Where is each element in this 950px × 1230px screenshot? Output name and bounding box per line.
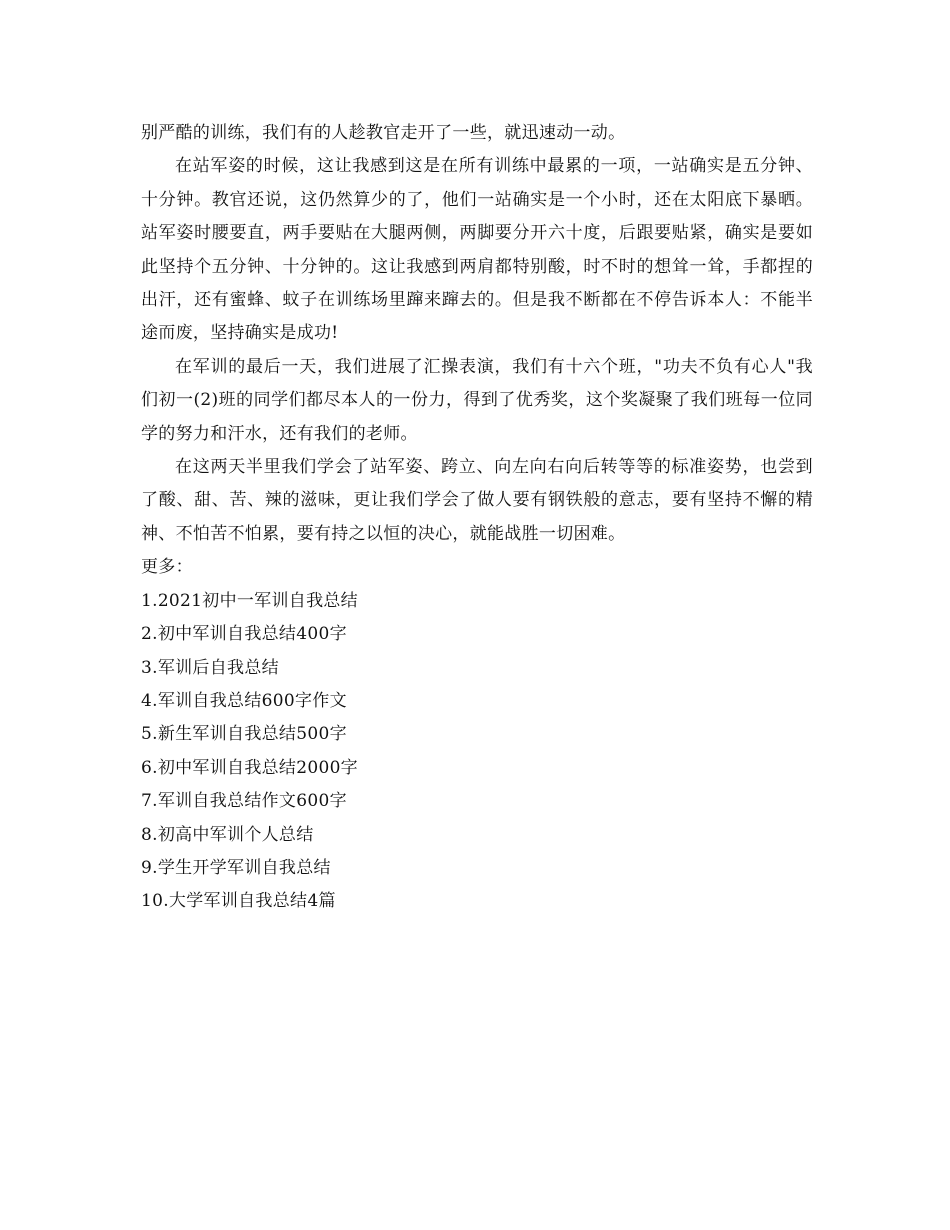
related-link-2[interactable]: 2.初中军训自我总结400字 xyxy=(141,624,347,645)
paragraph-continuation: 别严酷的训练，我们有的人趁教官走开了一些，就迅速动一动。 xyxy=(141,123,626,143)
paragraph-final-day: 在军训的最后一天，我们进展了汇操表演，我们有十六个班，"功夫不负有心人"我们初一(2)班的同学们都尽本人的一份力，得到了优秀奖，这个奖凝聚了我们班每一位同学的努力和汗水，还有我们的老师。 xyxy=(141,356,813,444)
more-label: 更多： xyxy=(141,557,193,578)
related-link-1[interactable]: 1.2021初中一军训自我总结 xyxy=(141,590,358,611)
related-link-4[interactable]: 4.军训自我总结600字作文 xyxy=(141,690,347,711)
related-link-5[interactable]: 5.新生军训自我总结500字 xyxy=(141,724,347,745)
related-link-3[interactable]: 3.军训后自我总结 xyxy=(141,657,279,678)
paragraph-summary: 在这两天半里我们学会了站军姿、跨立、向左向右向后转等等的标准姿势，也尝到了酸、甜、苦、辣的滋味，更让我们学会了做人要有钢铁般的意志，要有坚持不懈的精神、不怕苦不怕累，要有持之以恒的决心，就能战胜一切困难。 xyxy=(141,457,813,544)
related-link-7[interactable]: 7.军训自我总结作文600字 xyxy=(141,791,347,812)
related-link-10[interactable]: 10.大学军训自我总结4篇 xyxy=(141,891,336,912)
paragraph-standing-posture: 在站军姿的时候，这让我感到这是在所有训练中最累的一项，一站确实是五分钟、十分钟。教官还说，这仍然算少的了，他们一站确实是一个小时，还在太阳底下暴晒。站军姿时腰要直，两手要贴在大腿两侧，两脚要分开六十度，后跟要贴紧，确实是要如此坚持个五分钟、十分钟的。这让我感到两肩都特别酸，时不时的想耸一耸，手都捏的出汗，还有蜜蜂、蚊子在训练场里蹿来蹿去的。但是我不断都在不停告诉本人：不能半途而废，坚持确实是成功! xyxy=(141,156,813,344)
related-link-8[interactable]: 8.初高中军训个人总结 xyxy=(141,824,314,845)
document-body xyxy=(141,117,813,919)
related-links-list xyxy=(141,585,813,919)
related-link-6[interactable]: 6.初中军训自我总结2000字 xyxy=(141,757,358,778)
related-link-9[interactable]: 9.学生开学军训自我总结 xyxy=(141,857,331,878)
